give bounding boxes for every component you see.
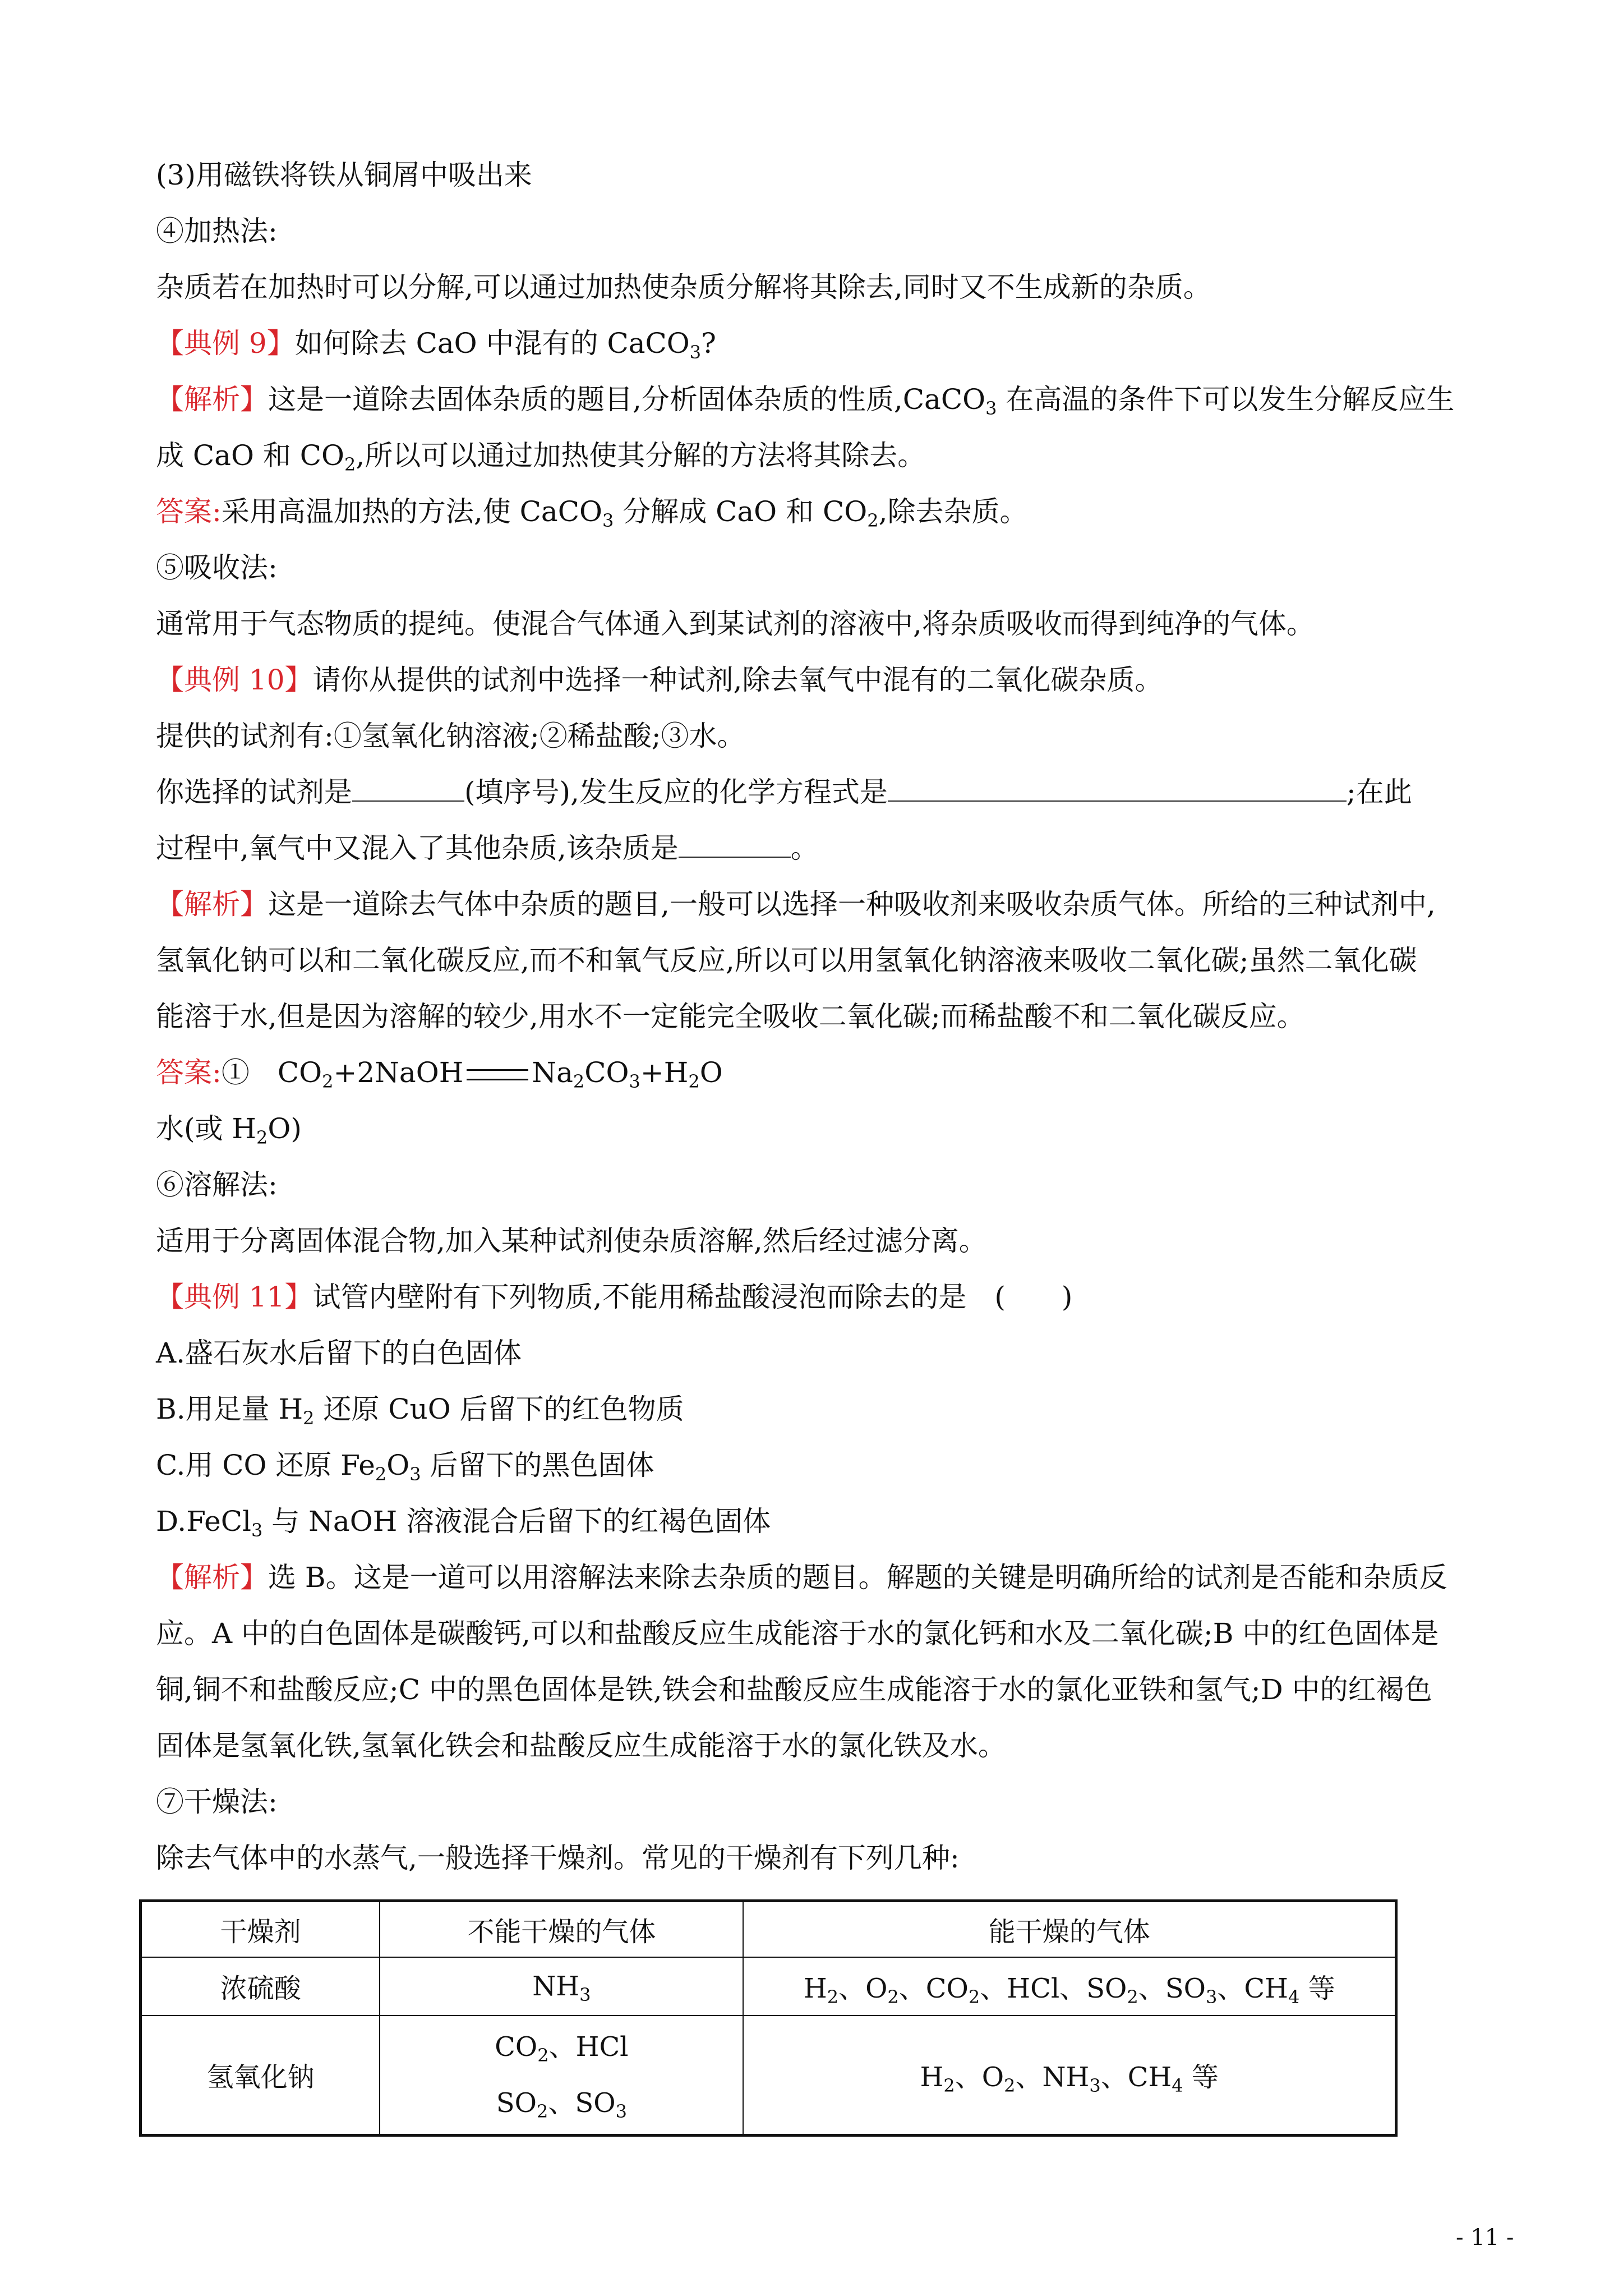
analysis-9: 【解析】这是一道除去固体杂质的题目,分析固体杂质的性质,CaCO$_3$ 在高温的条件下可以发生分解反应生 [156, 383, 1455, 419]
fill-in-line: 你选择的试剂是 (填序号),发生反应的化学方程式是 ;在此 [156, 776, 1412, 808]
text-line: 铜,铜不和盐酸反应;C 中的黑色固体是铁,铁会和盐酸反应生成能溶于水的氯化亚铁和氢气;D 中的红褐色 [156, 1673, 1432, 1706]
analysis-tag: 【解析】 [156, 888, 268, 921]
table-header-row [141, 1901, 1396, 1957]
text-line: 氢氧化钠可以和二氧化碳反应,而不和氧气反应,所以可以用氢氧化钠溶液来吸收二氧化碳;虽然二氧化碳 [156, 944, 1417, 977]
analysis-11: 【解析】选 B。这是一道可以用溶解法来除去杂质的题目。解题的关键是明确所给的试剂是否能和杂质反 [156, 1561, 1447, 1594]
text-line: (3)用磁铁将铁从铜屑中吸出来 [156, 159, 532, 191]
analysis-9-cont: 成 CaO 和 $CO_2$,所以可以通过加热使其分解的方法将其除去。 [156, 439, 926, 475]
example-tag: 【典例 10】 [156, 664, 313, 696]
table-cell: $CO_2$、HCl $SO_2$、$SO_3$ [380, 2016, 743, 2136]
text-line: 适用于分离固体混合物,加入某种试剂使杂质溶解,然后经过滤分离。 [156, 1225, 987, 1257]
option-d: D.FeCl$_3$ 与 NaOH 溶液混合后留下的红褐色固体 [156, 1505, 771, 1541]
example-tag: 【典例 9】 [156, 327, 295, 360]
table-cell: 氢氧化钠 [141, 2016, 380, 2136]
example-10: 【典例 10】请你从提供的试剂中选择一种试剂,除去氧气中混有的二氧化碳杂质。 [156, 664, 1163, 696]
answer-10: 答案:① $CO_2+2NaOH$ $Na_2CO_3+H_2O$ [156, 1056, 723, 1092]
example-11: 【典例 11】试管内壁附有下列物质,不能用稀盐酸浸泡而除去的是 ( ) [156, 1281, 1073, 1313]
table-header-cell: 能干燥的气体 [743, 1901, 1396, 1957]
option-b: B.用足量 $H_2$ 还原 CuO 后留下的红色物质 [156, 1393, 684, 1429]
option-a: A.盛石灰水后留下的白色固体 [156, 1337, 522, 1369]
text-line: 固体是氢氧化铁,氢氧化铁会和盐酸反应生成能溶于水的氯化铁及水。 [156, 1729, 1006, 1762]
example-tag: 【典例 11】 [156, 1281, 313, 1313]
equals-sign-icon [467, 1069, 528, 1080]
answer-10-impurity: 水(或 $H_2O$) [156, 1112, 302, 1148]
text-line: 除去气体中的水蒸气,一般选择干燥剂。常见的干燥剂有下列几种: [156, 1842, 960, 1874]
table-row [141, 1957, 1396, 2016]
table-cell: 浓硫酸 [141, 1957, 380, 2016]
answer-tag: 答案: [156, 495, 222, 528]
fill-in-line: 过程中,氧气中又混入了其他杂质,该杂质是 。 [156, 832, 819, 864]
impurity-blank[interactable] [679, 832, 791, 858]
answer-9: 答案:采用高温加热的方法,使 CaCO$_3$ 分解成 CaO 和 $CO_2$,除去杂质。 [156, 495, 1028, 531]
answer-blank[interactable] [352, 776, 464, 802]
table-header-cell: 不能干燥的气体 [380, 1901, 743, 1957]
section-heading-absorption: ⑤吸收法: [156, 551, 278, 584]
table-cell: $NH_3$ [380, 1957, 743, 2016]
section-heading-dissolution: ⑥溶解法: [156, 1168, 278, 1201]
example-9: 【典例 9】如何除去 CaO 中混有的 CaCO$_3$? [156, 327, 716, 363]
section-heading-heating: ④加热法: [156, 215, 278, 247]
table-cell: $H_2$、$O_2$、$CO_2$、HCl、$SO_2$、$SO_3$、$CH_4$ 等 [743, 1957, 1396, 2016]
answer-tag: 答案: [156, 1056, 222, 1089]
desiccant-table [139, 1899, 1398, 2137]
section-heading-drying: ⑦干燥法: [156, 1786, 278, 1818]
table-row [141, 2016, 1396, 2136]
equation-blank[interactable] [888, 776, 1347, 802]
analysis-10: 【解析】这是一道除去气体中杂质的题目,一般可以选择一种吸收剂来吸收杂质气体。所给的三种试剂中, [156, 888, 1436, 921]
table-header-cell: 干燥剂 [141, 1901, 380, 1957]
text-line: 提供的试剂有:①氢氧化钠溶液;②稀盐酸;③水。 [156, 720, 745, 752]
text-line: 应。A 中的白色固体是碳酸钙,可以和盐酸反应生成能溶于水的氯化钙和水及二氧化碳;B 中的红色固体是 [156, 1617, 1439, 1650]
analysis-tag: 【解析】 [156, 383, 268, 416]
text-line: 杂质若在加热时可以分解,可以通过加热使杂质分解将其除去,同时又不生成新的杂质。 [156, 271, 1211, 303]
text-line: 能溶于水,但是因为溶解的较少,用水不一定能完全吸收二氧化碳;而稀盐酸不和二氧化碳反应。 [156, 1000, 1305, 1033]
text-line: 通常用于气态物质的提纯。使混合气体通入到某试剂的溶液中,将杂质吸收而得到纯净的气体。 [156, 608, 1315, 640]
option-c: C.用 CO 还原 $Fe_2O_3$ 后留下的黑色固体 [156, 1449, 654, 1485]
table-cell: $H_2$、$O_2$、$NH_3$、$CH_4$ 等 [743, 2016, 1396, 2136]
page-number: - 11 - [1456, 2225, 1514, 2251]
analysis-tag: 【解析】 [156, 1561, 268, 1594]
document-body [156, 147, 1455, 1886]
